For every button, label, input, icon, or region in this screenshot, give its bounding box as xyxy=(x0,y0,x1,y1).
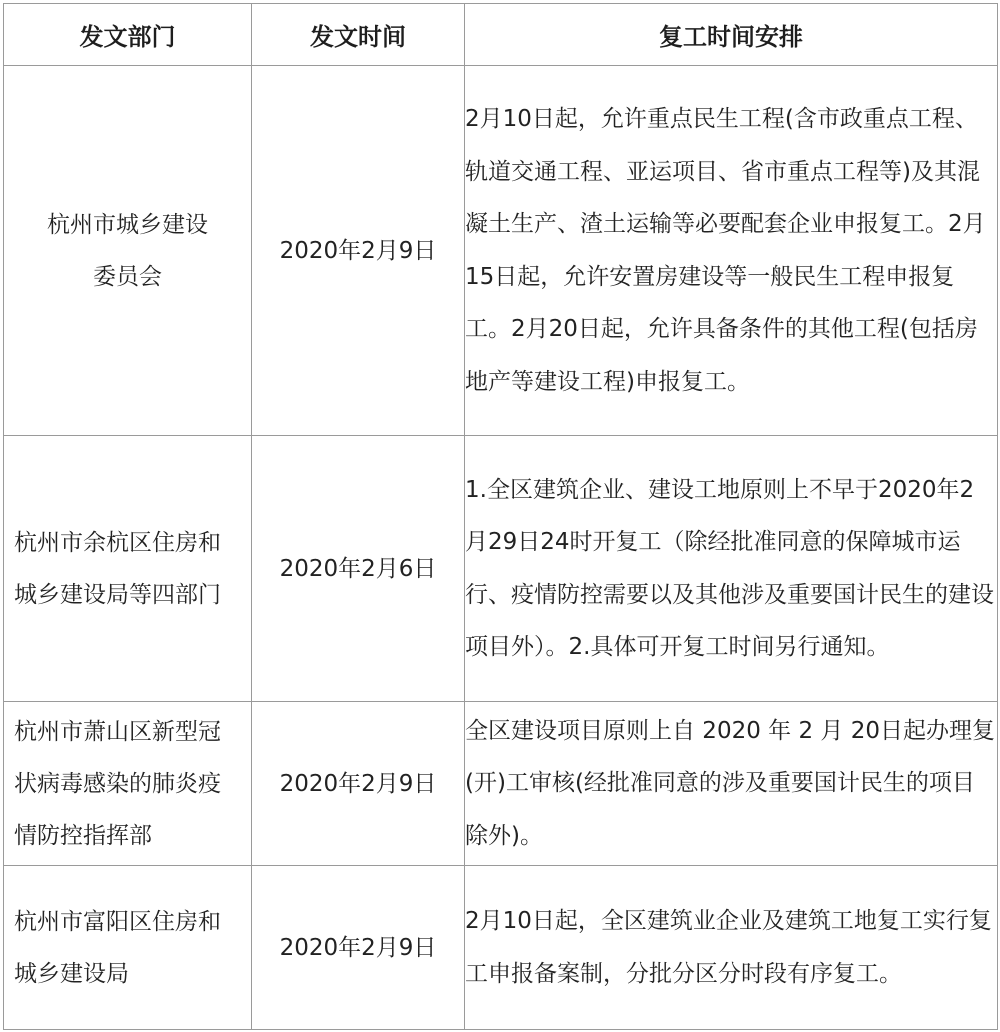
table-row xyxy=(4,702,998,866)
department-line: 委员会 xyxy=(93,263,162,290)
department-line: 状病毒感染的肺炎疫 xyxy=(14,770,221,797)
department-cell xyxy=(4,702,252,866)
department-line: 杭州市城乡建设 xyxy=(47,211,208,238)
resumption-schedule-table xyxy=(3,3,998,1030)
schedule-cell: 1.全区建筑企业、建设工地原则上不早于2020年2月29日24时开复工（除经批准同意的保障城市运行、疫情防控需要以及其他涉及重要国计民生的建设项目外）。2.具体可开复工时间另行通知。 xyxy=(465,436,998,702)
department-cell xyxy=(4,66,252,436)
schedule-cell: 全区建设项目原则上自 2020 年 2 月 20日起办理复(开)工审核(经批准同意的涉及重要国计民生的项目除外)。 xyxy=(465,702,998,866)
department-line: 城乡建设局等四部门 xyxy=(14,581,221,608)
issue-date-cell: 2020年2月6日 xyxy=(252,436,465,702)
department-cell xyxy=(4,866,252,1030)
table-row xyxy=(4,66,998,436)
department-cell xyxy=(4,436,252,702)
issue-date-cell: 2020年2月9日 xyxy=(252,866,465,1030)
issue-date-cell: 2020年2月9日 xyxy=(252,702,465,866)
header-resumption-schedule: 复工时间安排 xyxy=(465,4,998,66)
department-line: 杭州市萧山区新型冠 xyxy=(14,718,221,745)
department-line: 杭州市余杭区住房和 xyxy=(14,529,221,556)
header-issuing-department: 发文部门 xyxy=(4,4,252,66)
department-line: 城乡建设局 xyxy=(14,960,129,987)
header-issue-date: 发文时间 xyxy=(252,4,465,66)
table-row xyxy=(4,866,998,1030)
schedule-cell: 2月10日起，允许重点民生工程(含市政重点工程、轨道交通工程、亚运项目、省市重点工程等)及其混凝土生产、渣土运输等必要配套企业申报复工。2月15日起，允许安置房建设等一般民生工程申报复工。2月20日起，允许具备条件的其他工程(包括房地产等建设工程)申报复工。 xyxy=(465,66,998,436)
table-header-row xyxy=(4,4,998,66)
schedule-cell: 2月10日起，全区建筑业企业及建筑工地复工实行复工申报备案制，分批分区分时段有序复工。 xyxy=(465,866,998,1030)
department-line: 情防控指挥部 xyxy=(14,822,152,849)
table-row xyxy=(4,436,998,702)
issue-date-cell: 2020年2月9日 xyxy=(252,66,465,436)
department-line: 杭州市富阳区住房和 xyxy=(14,908,221,935)
